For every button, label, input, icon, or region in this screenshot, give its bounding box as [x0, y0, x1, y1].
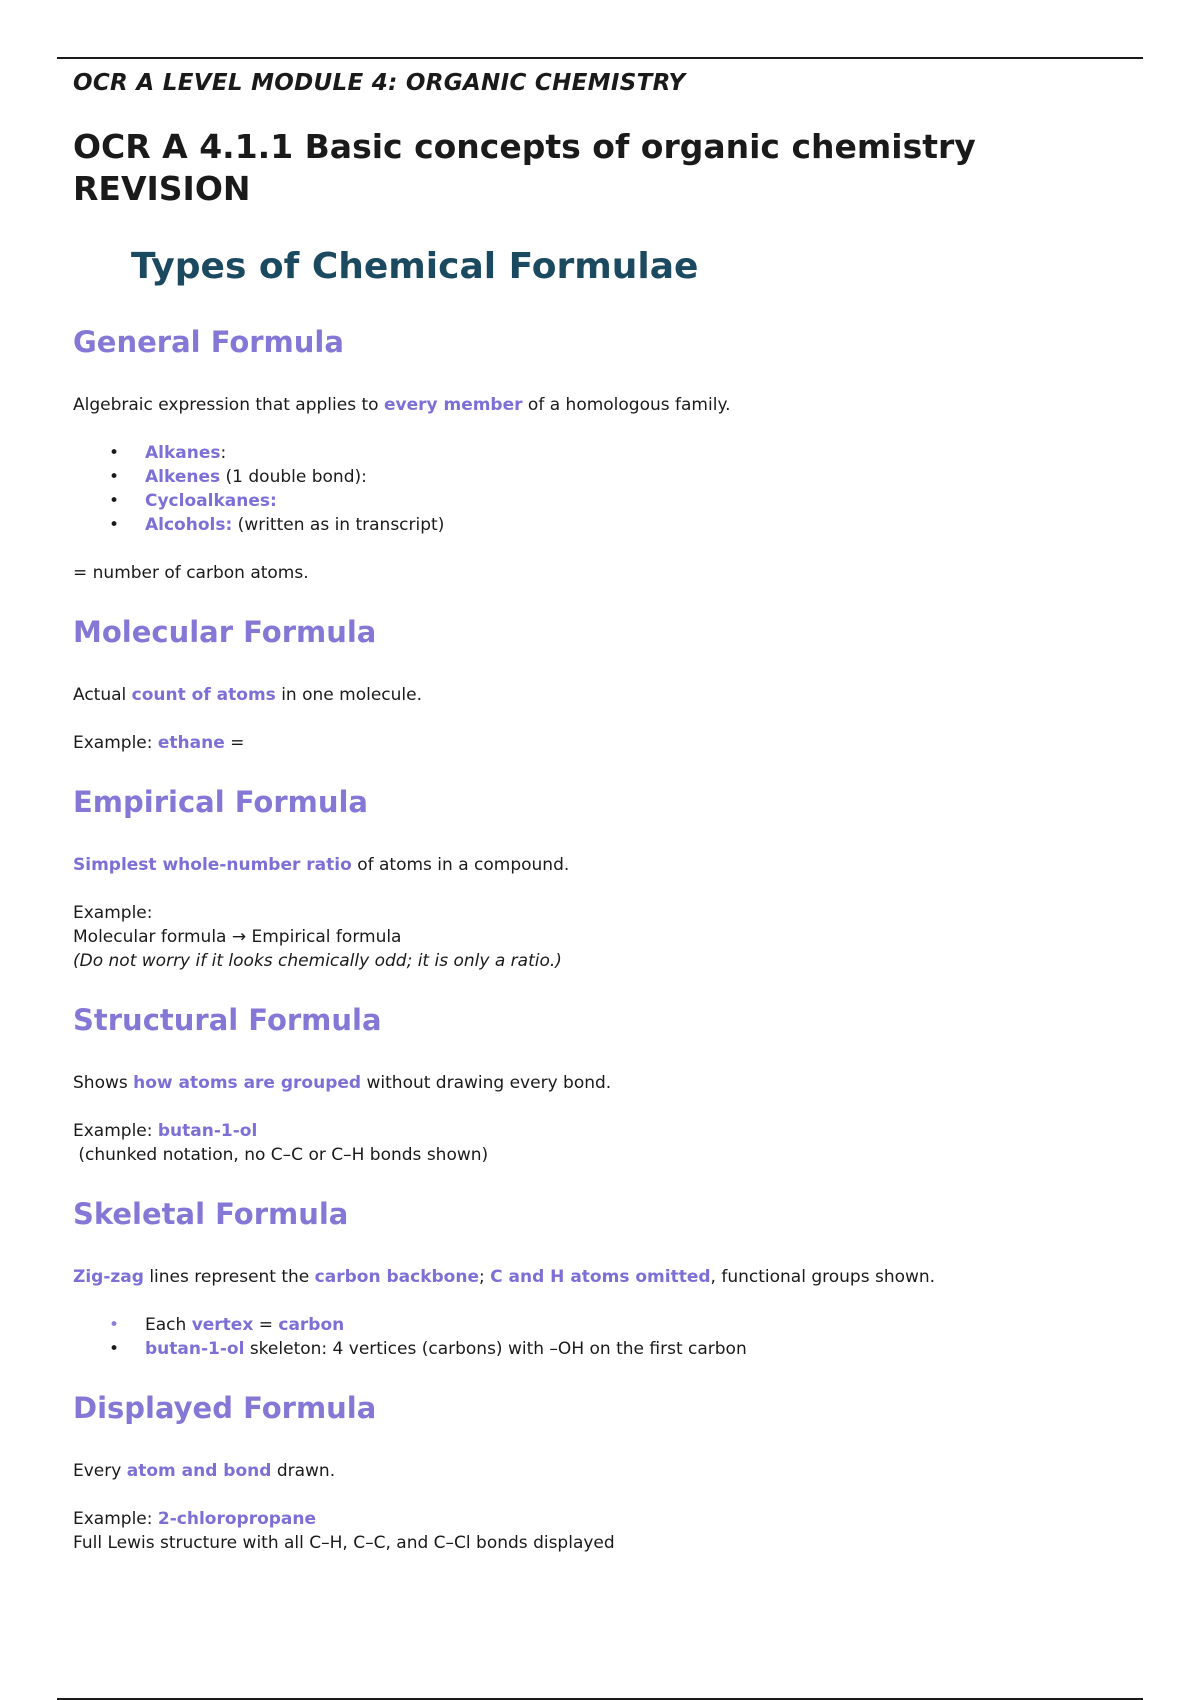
displayed-formula-definition	[73, 1459, 1133, 1483]
skeletal-formula-heading: Skeletal Formula	[73, 1197, 349, 1231]
list-item-text: =	[253, 1315, 279, 1335]
example-note: Full Lewis structure with all C–H, C–C, and C–Cl bonds displayed	[73, 1533, 615, 1553]
example-label: Example:	[73, 903, 153, 923]
general-formula-section	[73, 325, 1133, 585]
example-highlight: 2-chloropropane	[157, 1509, 317, 1529]
definition-text-end: drawn.	[271, 1461, 336, 1481]
molecular-formula-heading: Molecular Formula	[73, 615, 377, 649]
list-item-text: :	[220, 443, 227, 463]
document-title-line2: REVISION	[73, 169, 251, 208]
example-line: Molecular formula → Empirical formula	[73, 927, 402, 947]
definition-text: Shows	[73, 1073, 134, 1093]
list-item-text: (1 double bond):	[220, 467, 367, 487]
list-item-highlight: carbon	[278, 1315, 345, 1335]
intro-text: Algebraic expression that applies to	[73, 395, 384, 415]
list-item	[145, 489, 1133, 513]
structural-formula-definition	[73, 1071, 1133, 1095]
definition-highlight: atom and bond	[126, 1461, 272, 1481]
list-item-highlight: Alcohols:	[145, 515, 233, 535]
list-item	[145, 1313, 1133, 1337]
list-item-text: Each	[145, 1315, 192, 1335]
definition-text: Every	[73, 1461, 127, 1481]
example-note: (chunked notation, no C–C or C–H bonds shown)	[73, 1145, 489, 1165]
module-title: OCR A LEVEL MODULE 4: ORGANIC CHEMISTRY	[73, 70, 686, 96]
list-item	[145, 513, 1133, 537]
general-formula-intro	[73, 393, 1133, 417]
definition-text: lines represent the	[143, 1267, 315, 1287]
document-title-line1: OCR A 4.1.1 Basic concepts of organic chemistry	[73, 127, 976, 166]
empirical-formula-section	[73, 785, 1133, 973]
general-formula-heading: General Formula	[73, 325, 344, 359]
molecular-formula-section	[73, 615, 1133, 755]
intro-text-end: of a homologous family.	[522, 395, 731, 415]
displayed-formula-example	[73, 1507, 1133, 1555]
example-line	[73, 1507, 1133, 1531]
definition-text: Actual	[73, 685, 132, 705]
structural-formula-example	[73, 1119, 1133, 1167]
types-title: Types of Chemical Formulae	[131, 246, 699, 287]
displayed-formula-heading: Displayed Formula	[73, 1391, 377, 1425]
skeletal-formula-list	[73, 1313, 1133, 1361]
definition-highlight: carbon backbone	[314, 1267, 479, 1287]
skeletal-formula-definition	[73, 1265, 1133, 1289]
example-highlight: butan-1-ol	[157, 1121, 258, 1141]
definition-text-end: in one molecule.	[275, 685, 422, 705]
general-formula-list	[73, 441, 1133, 537]
list-item	[145, 441, 1133, 465]
molecular-formula-definition	[73, 683, 1133, 707]
top-rule	[57, 57, 1143, 59]
list-item-highlight: vertex	[191, 1315, 254, 1335]
list-item-highlight: Cycloalkanes:	[145, 491, 277, 511]
list-item-text: (written as in transcript)	[232, 515, 445, 535]
list-item-text: skeleton: 4 vertices (carbons) with –OH on the first carbon	[244, 1339, 747, 1359]
definition-text: ;	[478, 1267, 491, 1287]
definition-text-end: without drawing every bond.	[361, 1073, 612, 1093]
definition-highlight: C and H atoms omitted	[490, 1267, 711, 1287]
structural-formula-heading: Structural Formula	[73, 1003, 382, 1037]
example-line	[73, 1119, 1133, 1143]
example-label: Example:	[73, 733, 158, 753]
example-highlight: ethane	[157, 733, 225, 753]
example-label: Example:	[73, 1121, 158, 1141]
empirical-formula-example	[73, 901, 1133, 973]
structural-formula-section	[73, 1003, 1133, 1167]
general-formula-note: = number of carbon atoms.	[73, 563, 309, 583]
list-item-highlight: butan-1-ol	[145, 1339, 245, 1359]
example-label: Example:	[73, 1509, 158, 1529]
definition-highlight: Simplest whole-number ratio	[73, 855, 352, 875]
empirical-formula-heading: Empirical Formula	[73, 785, 368, 819]
example-text-end: =	[224, 733, 245, 753]
definition-highlight: count of atoms	[131, 685, 276, 705]
definition-highlight: Zig-zag	[73, 1267, 144, 1287]
list-item	[145, 1337, 1133, 1361]
document-title	[73, 126, 1133, 210]
list-item	[145, 465, 1133, 489]
list-item-highlight: Alkanes	[145, 443, 221, 463]
molecular-formula-example	[73, 731, 1133, 755]
definition-text-end: , functional groups shown.	[710, 1267, 936, 1287]
skeletal-formula-section	[73, 1197, 1133, 1361]
empirical-formula-definition	[73, 853, 1133, 877]
definition-text-end: of atoms in a compound.	[351, 855, 570, 875]
displayed-formula-section	[73, 1391, 1133, 1555]
definition-highlight: how atoms are grouped	[133, 1073, 362, 1093]
document-body	[73, 70, 1133, 1585]
list-item-highlight: Alkenes	[145, 467, 221, 487]
example-note: (Do not worry if it looks chemically odd; it is only a ratio.)	[73, 951, 562, 971]
intro-highlight: every member	[383, 395, 523, 415]
